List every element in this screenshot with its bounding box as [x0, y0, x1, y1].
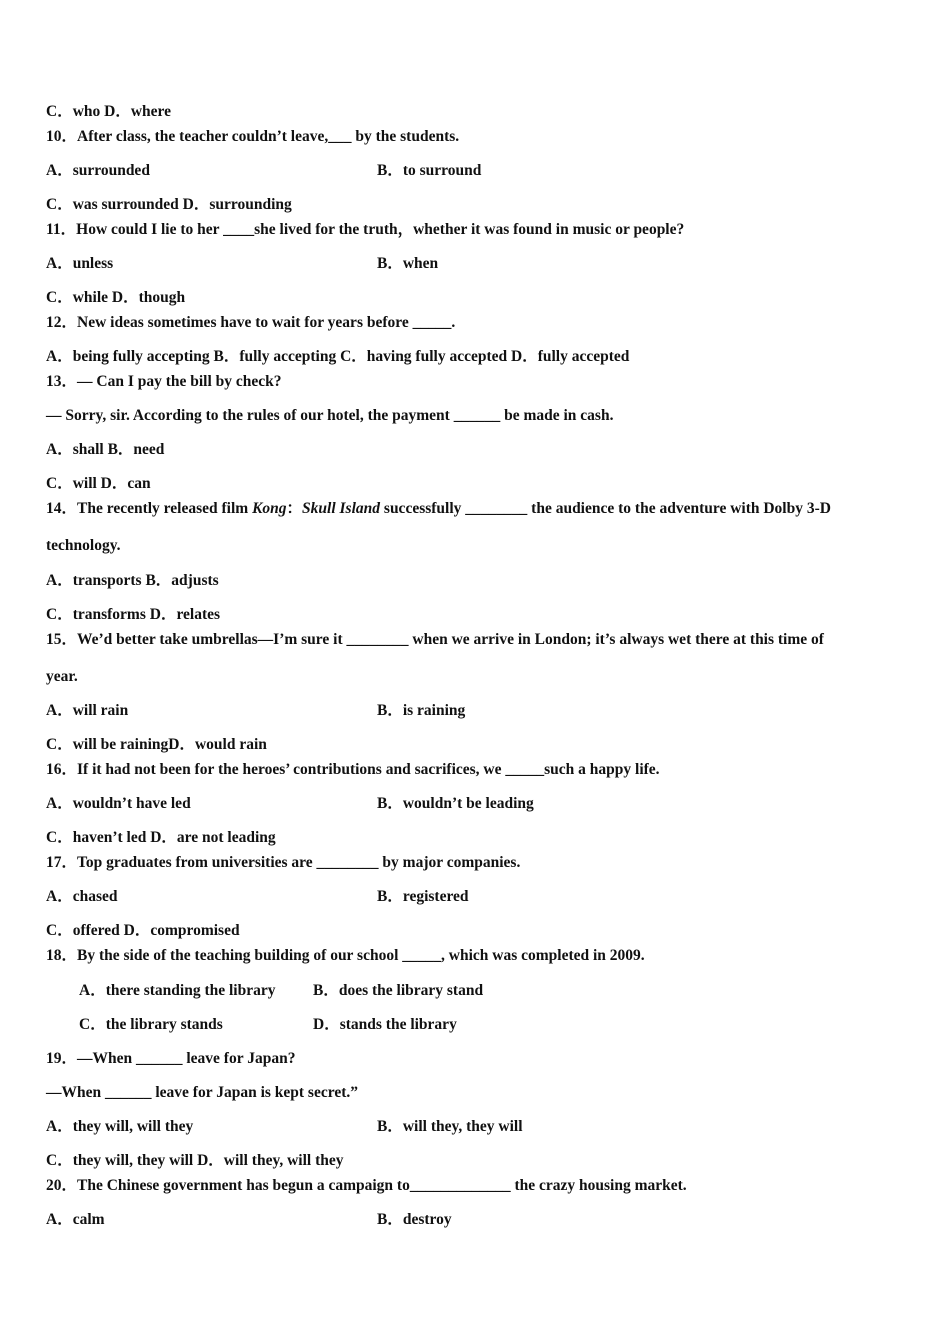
q17-options-cd: C．offered D．compromised [46, 922, 240, 939]
q13-response: — Sorry, sir. According to the rules of our hotel, the payment ______ be made in cash. [46, 407, 614, 424]
q19-option-b: B．will they, they will [377, 1118, 523, 1135]
q10-stem: 10．After class, the teacher couldn’t leave,___ by the students. [46, 128, 460, 145]
q16-option-a: A．wouldn’t have led [46, 795, 191, 812]
q18-option-d: D．stands the library [313, 1016, 457, 1033]
q14-film-title-sep: ： [286, 500, 303, 517]
q19-options-cd: C．they will, they will D．will they, will they [46, 1152, 344, 1169]
q13-options-ab: A．shall B．need [46, 441, 165, 458]
q9-options-cd: C．who D．where [46, 103, 171, 120]
q15-option-b: B．is raining [377, 702, 466, 719]
q16-option-b: B．wouldn’t be leading [377, 795, 534, 812]
q13-options-cd: C．will D．can [46, 475, 151, 492]
q20-option-b: B．destroy [377, 1211, 452, 1228]
q12-stem: 12．New ideas sometimes have to wait for years before _____. [46, 314, 456, 331]
q14-stem-post: successfully ________ the audience to the adventure with Dolby 3-D [380, 500, 831, 517]
q19-option-a: A．they will, will they [46, 1118, 194, 1135]
q19-stem: 19．—When ______ leave for Japan? [46, 1050, 296, 1067]
q15-stem-cont: year. [46, 668, 78, 685]
q16-options-cd: C．haven’t led D．are not leading [46, 829, 276, 846]
q14-options-ab: A．transports B．adjusts [46, 572, 219, 589]
q11-option-b: B．when [377, 255, 439, 272]
q10-options-cd: C．was surrounded D．surrounding [46, 196, 292, 213]
q17-option-a: A．chased [46, 888, 118, 905]
q15-options-cd: C．will be rainingD．would rain [46, 736, 267, 753]
q18-option-b: B．does the library stand [313, 982, 484, 999]
q15-stem: 15．We’d better take umbrellas—I’m sure it ________ when we arrive in London; it’s always wet there at this time of [46, 631, 824, 648]
q11-option-a: A．unless [46, 255, 114, 272]
q14-film-title-1: Kong [252, 500, 287, 517]
q15-option-a: A．will rain [46, 702, 129, 719]
q18-stem: 18．By the side of the teaching building of our school _____, which was completed in 2009. [46, 947, 645, 964]
q18-option-a: A．there standing the library [79, 982, 276, 999]
q20-stem: 20．The Chinese government has begun a campaign to_____________ the crazy housing market. [46, 1177, 687, 1194]
q14-film-title-2: Skull Island [302, 500, 381, 517]
q10-option-b: B．to surround [377, 162, 482, 179]
q14-stem-cont: technology. [46, 537, 121, 554]
q10-option-a: A．surrounded [46, 162, 150, 179]
q19-response: —When ______ leave for Japan is kept secret.” [46, 1084, 358, 1101]
q14-options-cd: C．transforms D．relates [46, 606, 221, 623]
q17-stem: 17．Top graduates from universities are ________ by major companies. [46, 854, 521, 871]
q16-stem: 16．If it had not been for the heroes’ contributions and sacrifices, we _____such a happy life. [46, 761, 660, 778]
q13-stem: 13．— Can I pay the bill by check? [46, 373, 282, 390]
q11-stem: 11．How could I lie to her ____she lived for the truth，whether it was found in music or people? [46, 221, 685, 238]
q18-option-c: C．the library stands [79, 1016, 223, 1033]
q14-stem-pre: 14．The recently released film [46, 500, 253, 517]
q12-options: A．being fully accepting B．fully accepting C．having fully accepted D．fully accepted [46, 348, 630, 365]
q11-options-cd: C．while D．though [46, 289, 186, 306]
q14-stem [46, 499, 831, 519]
q17-option-b: B．registered [377, 888, 469, 905]
q20-option-a: A．calm [46, 1211, 105, 1228]
